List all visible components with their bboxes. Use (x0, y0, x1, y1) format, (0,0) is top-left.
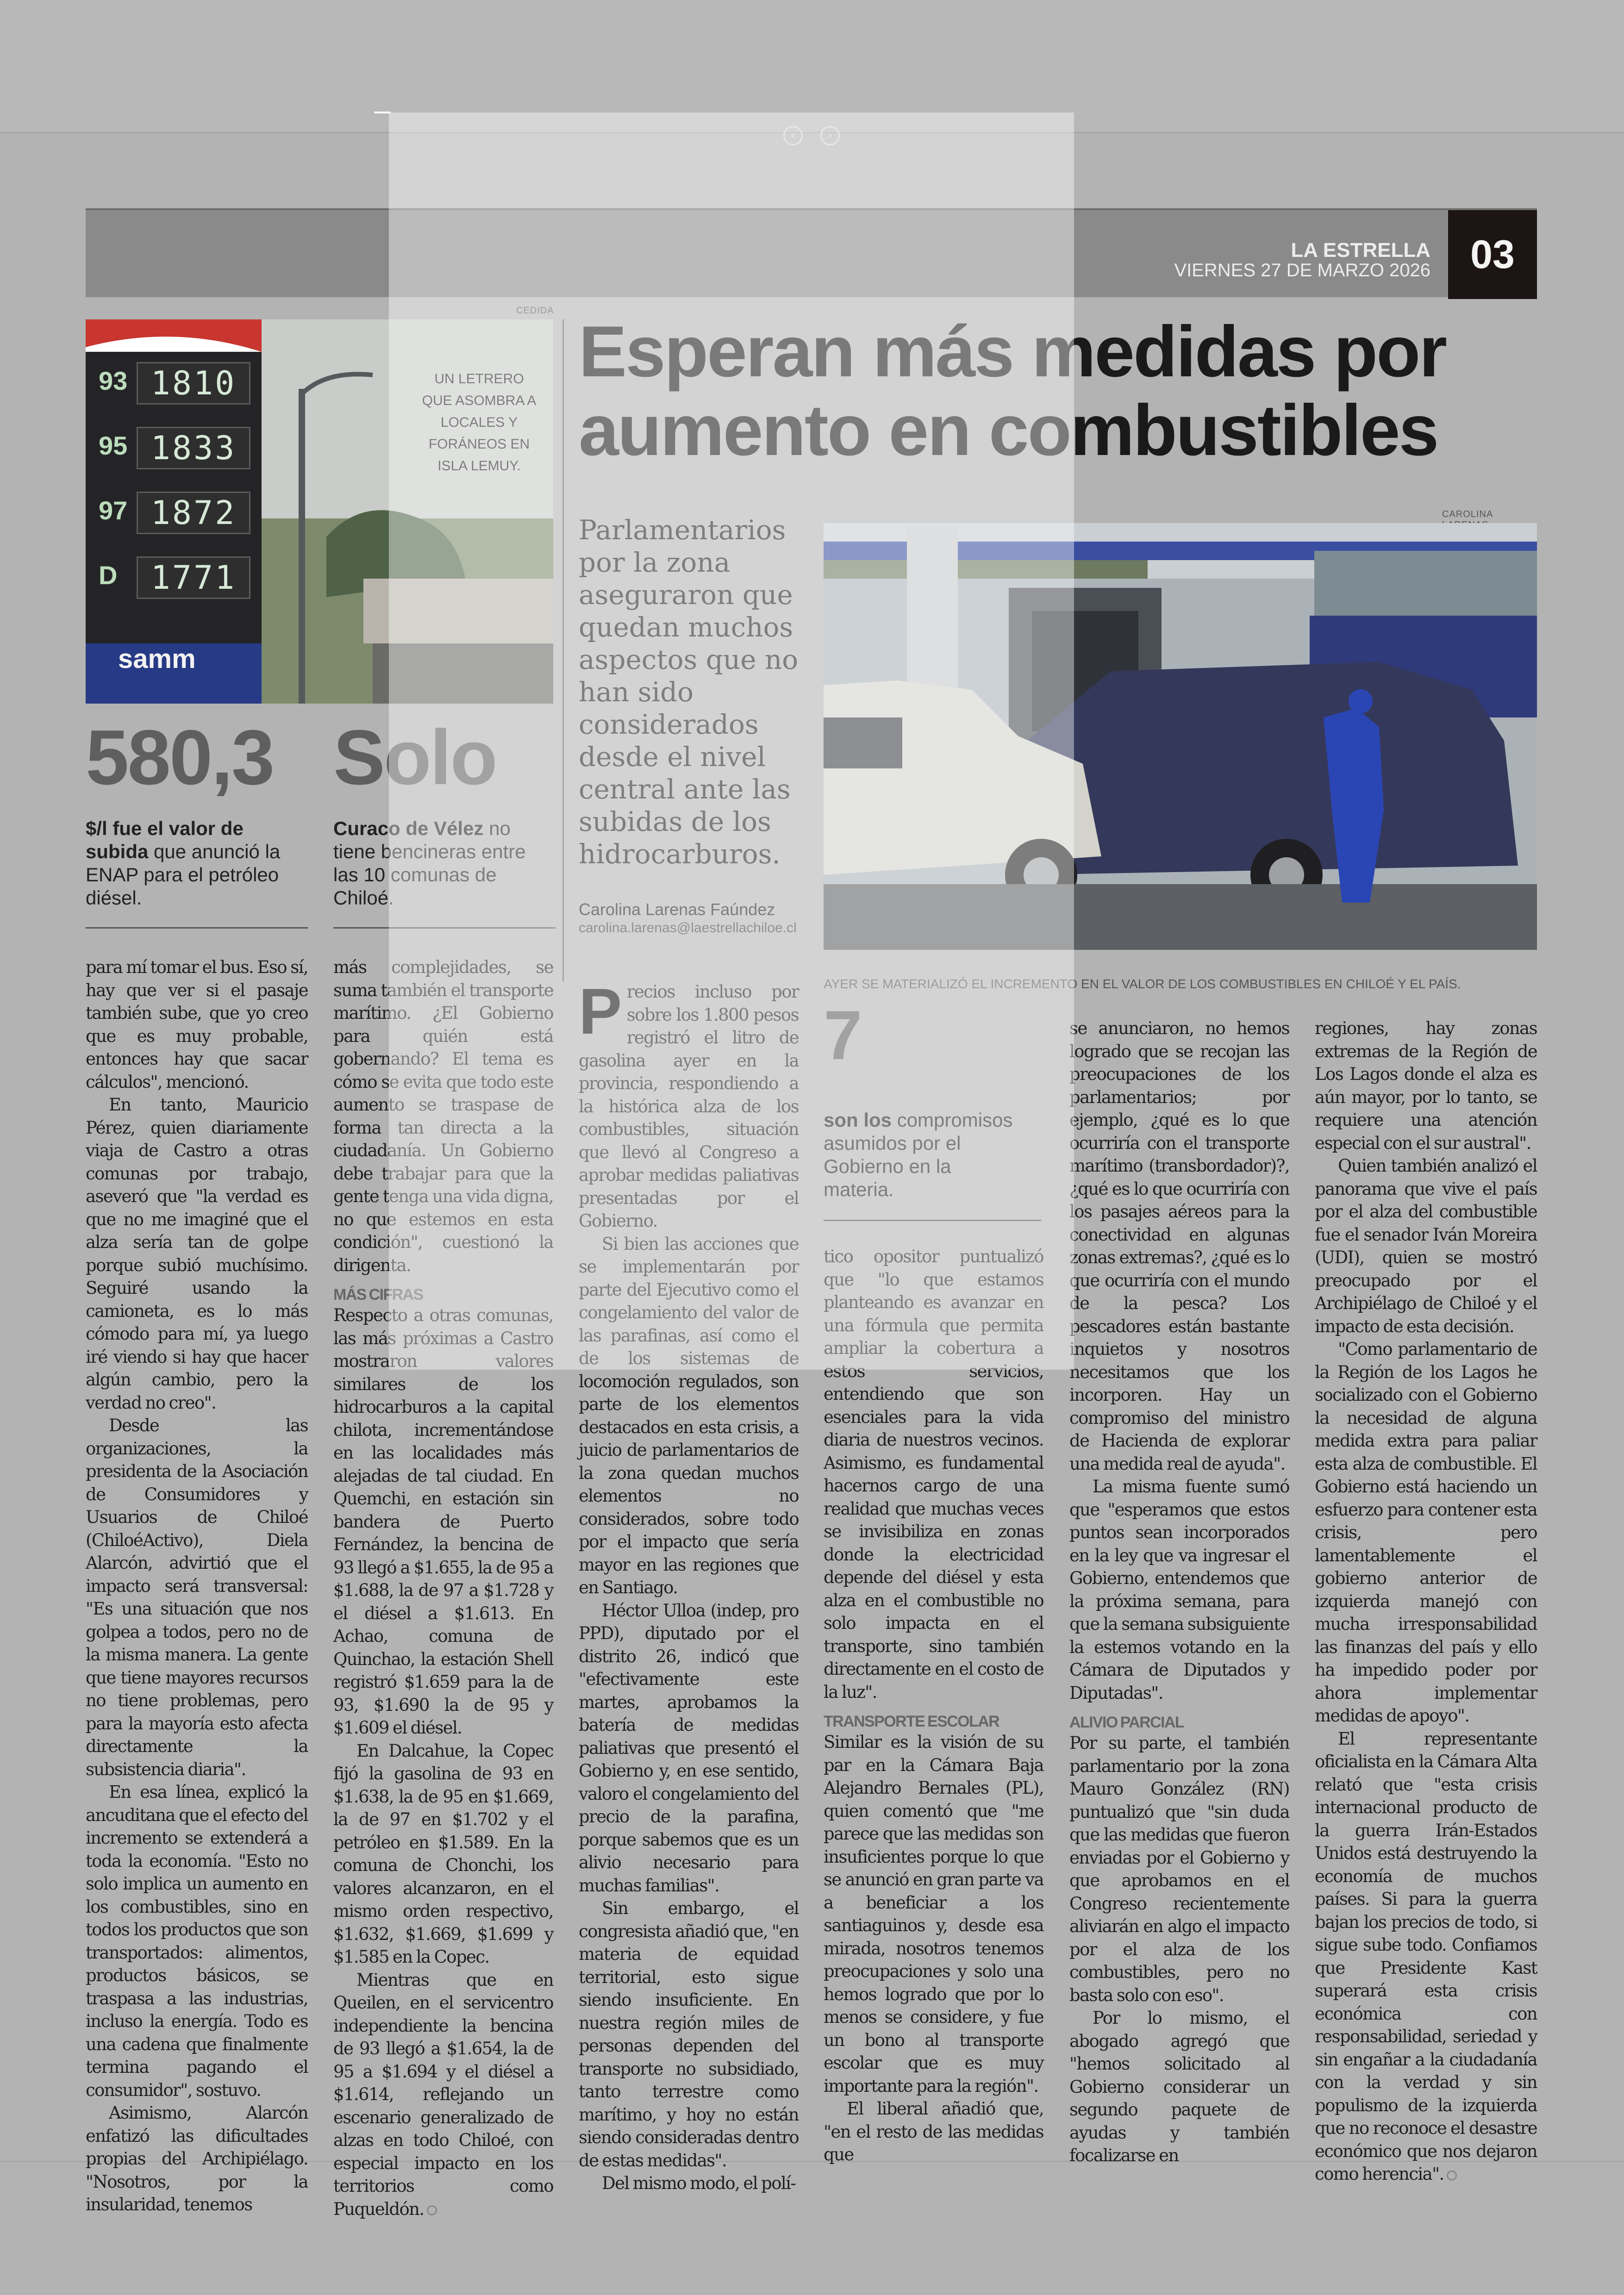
fact2-figure: Solo (333, 714, 496, 801)
paragraph: Sin embargo, el congresista añadió que, "en materia de equidad territorial, esto sigue siendo insuficiente. En nuestra región miles de personas dependen del transporte no subsidiado, tanto terrestre como marítimo, y hoy no están siendo consideradas dentro de estas medidas". (579, 1898, 799, 2170)
paragraph: La misma fuente sumó que "esperamos que estos puntos sean incorporados en la ley que va ingresar el Gobierno, entendemos que la próxima semana, para que la semana subsiguiente la estemos votando en la Cámara de Diputados y Diputadas". (1069, 1477, 1289, 1703)
paragraph: En Dalcahue, la Copec fijó la gasolina de 93 en $1.638, la de 95 en $1.669, la de 97 en $1.702 y el petróleo en $1.589. En la comuna de Chonchi, los valores alcanzaron, en el mismo orden respectivo, $1.632, $1.669, $1.699 y $1.585 en la Copec. (333, 1740, 553, 1967)
page-number: 03 (1448, 210, 1537, 299)
paragraph: Respecto a otras comunas, las más próximas a Castro mostraron valores similares de los hidrocarburos a la capital chilota, incrementándose en las localidades más alejadas de tal ciudad. En Quemchi, en estación sin bandera de Puerto Fernández, la bencina de 93 llegó a $1.655, la de 95 a $1.688, la de 97 a $1.728 y el diésel a $1.613. En Achao, comuna de Quinchao, la estación Shell registró $1.659 para la de 93, $1.690 la de 95 y $1.609 el diésel. (333, 1305, 553, 1738)
sign-label-93: 93 (99, 366, 128, 395)
paragraph: En esa línea, explicó la ancuditana que el efecto del incremento se extenderá a toda la economía. "Esto no solo implica un aumento en los combustibles, sino en todos los productos que son transportados: alimentos, productos básicos, se traspasa a las industrias, incluso la energía. Todo es una cadena que finalmente termina pagando el consumidor", sostuvo. (86, 1782, 308, 2100)
paragraph: Héctor Ulloa (indep, pro PPD), diputado por el distrito 26, indicó que "efectivamente este martes, aprobamos la batería de medidas paliativas que presentó el Gobierno y, en ese sentido, valoro el congelamiento del precio de la parafina, porque sabemos que es un alivio necesario para muchas familias". (579, 1600, 799, 1896)
sign-brand-logo: samm (118, 644, 196, 674)
paragraph: Desde las organizaciones, la presidenta de la Asociación de Consumidores y Usuarios de Chiloé (ChiloéActivo), Diela Alarcón, advirtió que el impacto será transversal: "Es una situación que nos golpea a todos, pero no de la misma manera. La gente que tiene mayores recursos no tiene problemas, pero para la mayoría esto afecta directamente la subsistencia diaria". (86, 1416, 308, 1779)
headline: Esperan más medidas por aumento en combustibles (579, 312, 1446, 471)
end-mark-icon (1447, 2170, 1457, 2181)
photo1-caption: UN LETRERO QUE ASOMBRA A LOCALES Y FORÁNEOS EN ISLA LEMUY. (422, 371, 537, 474)
paragraph: Similar es la visión de su par en la Cámara Baja Alejandro Bernales (PL), quien comentó que "me parece que las medidas son insuficientes porque lo que se anunció en gran parte va a beneficiar a los santiaguinos y, desde esa mirada, nosotros tenemos preocupaciones y solo una hemos logrado que por lo menos se considere, y fue un bono al transporte escolar que es muy importante para la región". (824, 1732, 1043, 2096)
paragraph: Quien también analizó el panorama que vive el país por el alza del combustible fue el senador Iván Moreira (UDI), quien se mostró preocupado por el Archipiélago de Chiloé y el impacto de esta decisión. (1315, 1156, 1537, 1336)
paragraph: se anunciaron, no hemos logrado que se recojan las preocupaciones de los parlamentarios; por ejemplo, ¿qué es lo que ocurriría con el transporte marítimo (transbordador)?, ¿qué es lo que ocurriría con los pasajes aéreos para la conectividad en algunas zonas extremas?, ¿qué es lo que ocurriría con el mundo de la pesca? Los pescadores están bastante inquietos y nosotros necesitamos que los incorporen. Hay un compromiso del ministro de Hacienda de explorar una medida real de ayuda". (1069, 1018, 1289, 1474)
selection-handle[interactable] (374, 112, 391, 113)
text-column-4 (824, 1245, 1043, 2166)
paragraph: Asimismo, Alarcón enfatizó las dificultades propias del Archipiélago. "Nosotros, por la insularidad, tenemos (86, 2103, 308, 2214)
photo2-credit: CAROLINA (1442, 509, 1493, 519)
paragraph: Mientras que en Queilen, en el servicentro independiente la bencina de 93 llegó a $1.654, la de 95 a $1.694 y el diésel a $1.614, reflejando un escenario generalizado de alzas en todo Chiloé, con especial impacto en los territorios como Puqueldón. (333, 1970, 553, 2219)
paragraph: más complejidades, se suma también el transporte marítimo. ¿El Gobierno para quién está gobernando? El tema es cómo se evita que todo este aumento se traspase de forma tan directa a la ciudadanía. Un Gobierno debe trabajar para que la gente tenga una vida digna, no que estemos en esta condición", cuestionó la dirigenta. (333, 957, 553, 1275)
paragraph: El representante oficialista en la Cámara Alta relató que "esta crisis internacional producto de la guerra Irán-Estados Unidos está destruyendo la economía de muchos países. Si para la guerra bajan los precios de todo, si sigue sube todo. Confiamos que Presidente Kast superará esta crisis económica con responsabilidad, seriedad y sin engañar a la ciudadanía con la verdad y sin populismo de la izquierda que no reconoce el desastre económico que nos dejaron como herencia". (1315, 1728, 1537, 2184)
deck: Parlamentarios por la zona aseguraron que quedan muchos aspectos que no han sido considerados desde el nivel central ante las subidas de los hidrocarburos. (579, 514, 799, 870)
photo1-credit: CEDIDA (516, 306, 554, 316)
sign-price-93: 1810 (137, 362, 250, 405)
paragraph: tico opositor puntualizó que "lo que estamos planteando es avanzar en una fórmula que permita ampliar la cobertura a estos servicios, entendiendo que son esenciales para la vida diaria de nuestros vecinos. Asimismo, es fundamental hacernos cargo de una realidad que muchas veces se invisibiliza en zonas donde la electricidad depende del diésel y esta alza en el combustible no solo impacta en el transporte, sino también directamente en el costo de la luz". (824, 1247, 1043, 1702)
text-column-5 (1069, 1017, 1289, 2167)
sign-label-95: 95 (99, 431, 128, 460)
sign-price-97: 1872 (137, 492, 250, 534)
next-page-icon[interactable]: › (820, 126, 840, 145)
issue-date: VIERNES 27 DE MARZO 2026 (1174, 260, 1430, 281)
fact3-text: son los compromisos asumidos por el Gobierno en la materia. (824, 1109, 1013, 1200)
paragraph-lead: Precios incluso por sobre los 1.800 pesos registró el litro de gasolina ayer en la provincia, respondiendo a la histórica alza de los combustibles, situación que llevó al Congreso a aprobar medidas paliativas presentadas por el Gobierno. (579, 975, 799, 1231)
subhead-alivio-parcial: ALIVIO PARCIAL (1069, 1714, 1184, 1731)
paragraph: regiones, hay zonas extremas de la Región de Los Lagos donde el alza es aún mayor, por lo tanto, se requiere una atención especial con el sur austral". (1315, 1018, 1537, 1153)
byline-name: Carolina Larenas Faúndez (579, 900, 775, 919)
paragraph: "Como parlamentario de la Región de los Lagos he socializado con el Gobierno la necesidad de alguna medida extra para paliar esta alza de combustible. El Gobierno está haciendo un esfuerzo para contener esta crisis, pero lamentablemente el gobierno anterior de izquierda manejó con mucha irresponsabilidad las finanzas del país y ello ha impedido poder por ahora implementar medidas de apoyo". (1315, 1339, 1537, 1726)
paper-name: LA ESTRELLA (1291, 239, 1430, 262)
fact2-text: Curaco de Vélez no tiene bencineras entre las 10 comunas de Chiloé. (333, 817, 526, 909)
paragraph: El liberal añadió que, "en el resto de las medidas que (824, 2099, 1043, 2164)
paragraph: Por su parte, el también parlamentario por la zona Mauro González (RN) puntualizó que "sin duda que las medidas que fueron enviadas por el Gobierno y que aprobamos en el Congreso recientemente aliviarán en algo el impacto por el alza de los combustibles, pero no basta solo con eso". (1069, 1733, 1289, 2005)
photo2-caption: AYER SE MATERIALIZÓ EL INCREMENTO EN EL VALOR DE LOS COMBUSTIBLES EN CHILOÉ Y EL PAÍS. (824, 977, 1461, 991)
byline-email: carolina.larenas@laestrellachiloe.cl (579, 920, 797, 935)
fact1-figure: 580,3 (86, 714, 274, 801)
subhead-mas-cifras: MÁS CIFRAS (333, 1286, 423, 1303)
prev-page-icon[interactable]: ‹ (783, 126, 803, 145)
sign-price-diesel: 1771 (137, 556, 250, 599)
text-column-6 (1315, 1017, 1537, 2186)
fact1-rule (86, 927, 308, 929)
subhead-transporte-escolar: TRANSPORTE ESCOLAR (824, 1713, 999, 1730)
paragraph: para mí tomar el bus. Eso sí, hay que ver si el pasaje también sube, que yo creo que es muy probable, entonces hay que sacar cálculos", mencionó. (86, 957, 308, 1092)
sign-label-97: 97 (99, 496, 128, 525)
fact3-figure: 7 (824, 996, 861, 1074)
drop-cap: P (579, 975, 621, 1048)
paragraph: Por lo mismo, el abogado agregó que "hemos solicitado al Gobierno considerar un segundo paquete de ayudas y también focalizarse en (1069, 2008, 1289, 2165)
paragraph: Del mismo modo, el polí- (602, 2173, 796, 2193)
paragraph: Si bien las acciones que se implementarán por parte del Ejecutivo como el congelamiento del valor de las parafinas, así como el de los sistemas de locomoción regulados, son parte de los elementos destacados en esta crisis, a juicio de parlamentarios de la zona quedan muchos elementos no considerados, sobre todo por el impacto que sería mayor en las regiones que en Santiago. (579, 1234, 799, 1597)
selection-highlight[interactable] (389, 112, 1074, 1370)
fact1-text: $/l fue el valor de subida que anunció la ENAP para el petróleo diésel. (86, 817, 281, 909)
paragraph: En tanto, Mauricio Pérez, quien diariamente viaja de Castro a otras comunas por trabajo, aseveró que "la verdad es que no me imaginé que el alza sería tan de golpe porque subió muchísimo. Seguiré usando la camioneta, es lo más cómodo para mí, ya luego iré viendo si hay que hacer algún cambio, pero la verdad no creo". (86, 1095, 308, 1413)
sign-label-diesel: D (99, 561, 118, 590)
sign-price-95: 1833 (137, 427, 250, 469)
text-column-1 (86, 956, 308, 2216)
end-mark-icon (427, 2205, 437, 2215)
